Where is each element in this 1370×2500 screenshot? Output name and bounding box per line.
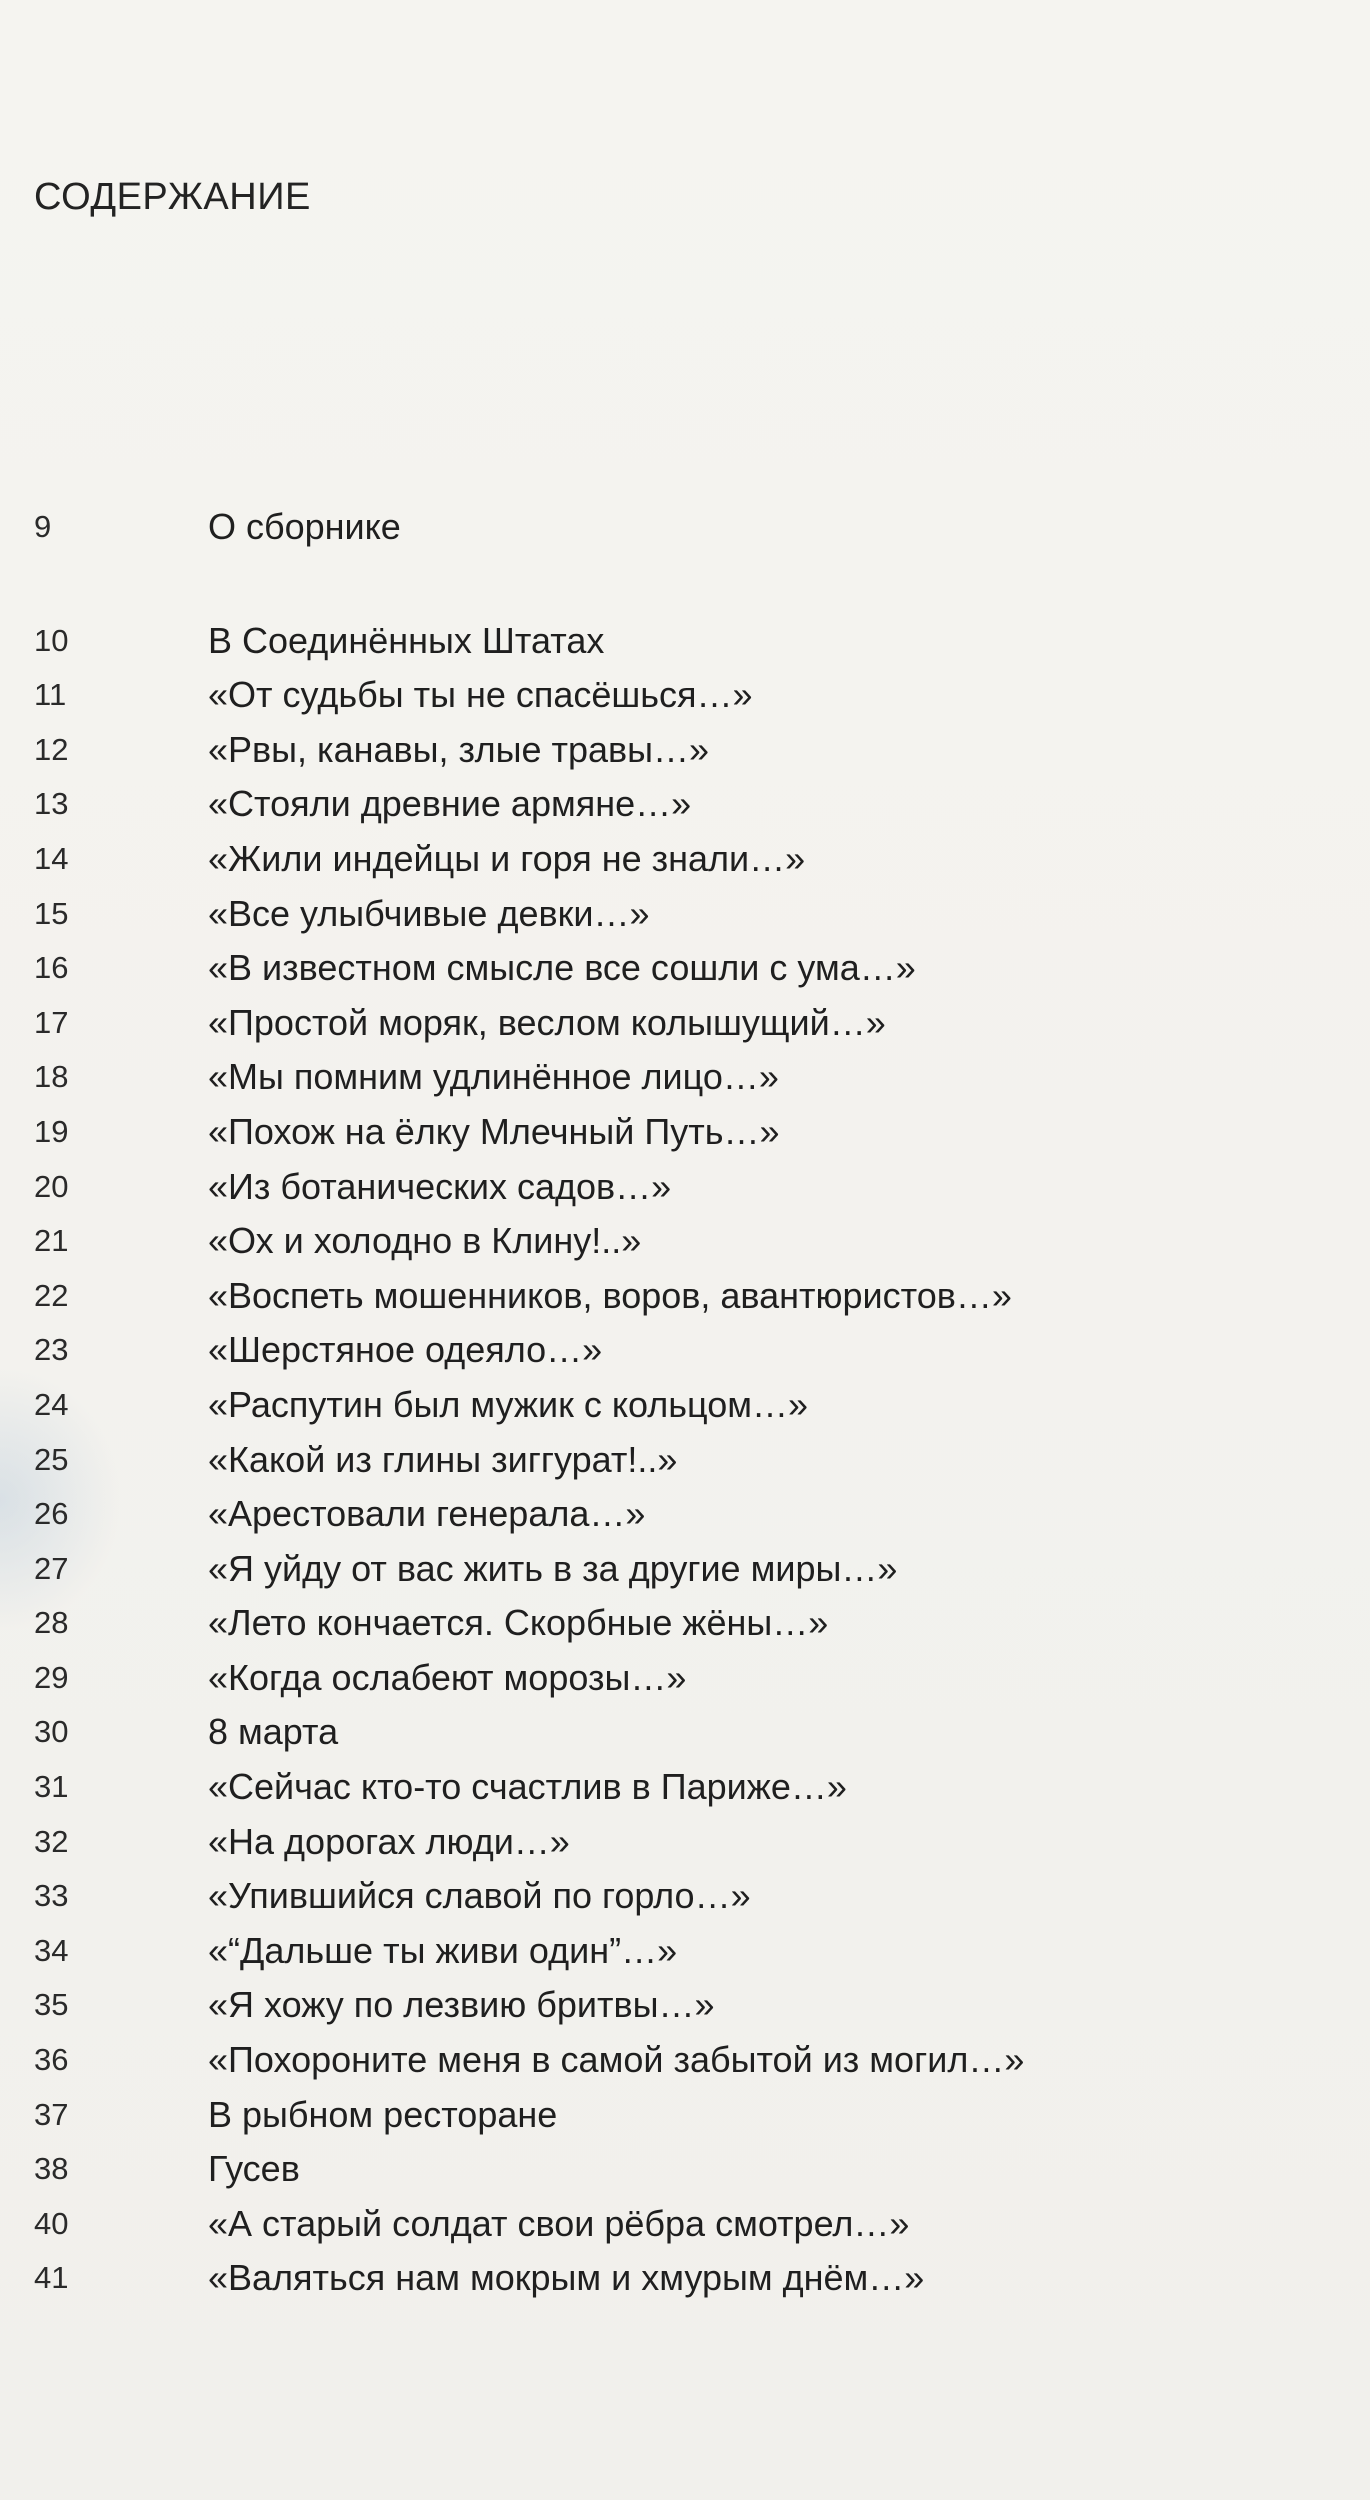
toc-entry-title: «Распутин был мужик с кольцом…» (208, 1383, 808, 1425)
toc-entry-title: «Шерстяное одеяло…» (208, 1329, 603, 1371)
toc-entry-title: «Когда ослабеют морозы…» (208, 1656, 687, 1698)
toc-entry (0, 1160, 1370, 1215)
toc-page-number: 36 (34, 2042, 69, 2078)
toc-page-number: 21 (34, 1223, 69, 1259)
toc-entry (0, 996, 1370, 1051)
toc-entry (0, 1050, 1370, 1105)
toc-page-number: 15 (34, 895, 69, 931)
toc-entry (0, 614, 1370, 669)
toc-entry-title: Гусев (208, 2148, 300, 2190)
toc-entry (0, 2197, 1370, 2252)
toc-entry (0, 2088, 1370, 2143)
toc-page-number: 23 (34, 1332, 69, 1368)
toc-entry (0, 723, 1370, 778)
toc-entry (0, 777, 1370, 832)
toc-page-number: 27 (34, 1550, 69, 1586)
toc-entry-title: «Из ботанических садов…» (208, 1165, 672, 1207)
toc-entry (0, 1705, 1370, 1760)
toc-page-number: 35 (34, 1987, 69, 2023)
page-title: СОДЕРЖАНИЕ (34, 176, 311, 218)
toc-entry-title: О сборнике (208, 506, 401, 547)
toc-entry-title: В рыбном ресторане (208, 2093, 558, 2135)
toc-page-number: 17 (34, 1004, 69, 1040)
toc-entry (0, 1323, 1370, 1378)
toc-entry-title: «Я хожу по лезвию бритвы…» (208, 1984, 715, 2026)
toc-entry-title: «Стояли древние армяне…» (208, 783, 692, 825)
toc-entry (0, 1214, 1370, 1269)
toc-entry-title: «На дорогах люди…» (208, 1820, 570, 1862)
toc-page-number: 29 (34, 1659, 69, 1695)
toc-page-number: 10 (34, 622, 69, 658)
toc-page-number: 13 (34, 786, 69, 822)
toc-page-number: 25 (34, 1441, 69, 1477)
toc-page-number: 32 (34, 1823, 69, 1859)
toc-page-number: 18 (34, 1059, 69, 1095)
toc-page-number: 31 (34, 1769, 69, 1805)
toc-entry-title: «От судьбы ты не спасёшься…» (208, 674, 753, 716)
toc-entry (0, 887, 1370, 942)
toc-entry (0, 1651, 1370, 1706)
toc-entry-title: «Валяться нам мокрым и хмурым днём…» (208, 2257, 925, 2299)
toc-entry-title: «В известном смысле все сошли с ума…» (208, 947, 916, 989)
toc-page-number: 14 (34, 840, 69, 876)
toc-entry (0, 1378, 1370, 1433)
toc-page-number: 11 (34, 677, 67, 713)
toc-entry-title: «Какой из глины зиггурат!..» (208, 1438, 678, 1480)
toc-entry (0, 2251, 1370, 2306)
toc-entry (0, 1924, 1370, 1979)
toc-page-number: 16 (34, 950, 69, 986)
toc-entry-title: «Рвы, канавы, злые травы…» (208, 728, 710, 770)
toc-entry (0, 2033, 1370, 2088)
toc-entry-title: «А старый солдат свои рёбра смотрел…» (208, 2202, 910, 2244)
toc-entry-title: «Воспеть мошенников, воров, авантюристов…» (208, 1274, 1012, 1316)
toc-entry (0, 1105, 1370, 1160)
toc-entry-title: «Мы помним удлинённое лицо…» (208, 1056, 779, 1098)
toc-entry-title: «Жили индейцы и горя не знали…» (208, 837, 806, 879)
toc-entry-title: «“Дальше ты живи один”…» (208, 1929, 678, 1971)
toc-entry (0, 500, 1370, 555)
toc-entry-title: «Арестовали генерала…» (208, 1493, 646, 1535)
toc-entry-title: 8 марта (208, 1711, 339, 1753)
toc-entry-title: «Простой моряк, веслом колышущий…» (208, 1001, 886, 1043)
toc-entry (0, 1487, 1370, 1542)
toc-entry (0, 2142, 1370, 2197)
toc-page-number: 20 (34, 1168, 69, 1204)
toc-entry-title: «Похож на ёлку Млечный Путь…» (208, 1110, 780, 1152)
toc-entry (0, 1596, 1370, 1651)
toc-page-number: 38 (34, 2151, 69, 2187)
toc-page-number: 34 (34, 1932, 69, 1968)
toc-page-number: 28 (34, 1605, 69, 1641)
toc-entry-title: В Соединённых Штатах (208, 619, 605, 661)
toc-page-number: 40 (34, 2205, 69, 2241)
toc-page-number: 24 (34, 1386, 69, 1422)
toc-entry (0, 1815, 1370, 1870)
toc-entry (0, 941, 1370, 996)
toc-entry-title: «Все улыбчивые девки…» (208, 892, 650, 934)
table-of-contents (0, 500, 1370, 2306)
toc-page-number: 22 (34, 1277, 69, 1313)
toc-entry (0, 668, 1370, 723)
toc-page-number: 26 (34, 1496, 69, 1532)
toc-entry (0, 1869, 1370, 1924)
toc-entry-title: «Лето кончается. Скорбные жёны…» (208, 1602, 829, 1644)
toc-page-number: 12 (34, 731, 69, 767)
toc-page-number: 19 (34, 1113, 69, 1149)
toc-page-number: 33 (34, 1878, 69, 1914)
toc-entry (0, 1542, 1370, 1597)
toc-entry-title: «Я уйду от вас жить в за другие миры…» (208, 1547, 898, 1589)
toc-entry (0, 1269, 1370, 1324)
toc-entry-title: «Сейчас кто-то счастлив в Париже…» (208, 1766, 847, 1808)
toc-entry (0, 1433, 1370, 1488)
toc-page-number: 30 (34, 1714, 69, 1750)
toc-entry (0, 1978, 1370, 2033)
toc-page-number: 41 (34, 2260, 69, 2296)
toc-entry-title: «Упившийся славой по горло…» (208, 1875, 751, 1917)
toc-entry (0, 1760, 1370, 1815)
toc-page-number: 9 (34, 509, 52, 544)
toc-entry-title: «Похороните меня в самой забытой из могил…» (208, 2039, 1025, 2081)
toc-entry (0, 832, 1370, 887)
toc-entry-title: «Ох и холодно в Клину!..» (208, 1220, 642, 1262)
toc-page-number: 37 (34, 2096, 69, 2132)
